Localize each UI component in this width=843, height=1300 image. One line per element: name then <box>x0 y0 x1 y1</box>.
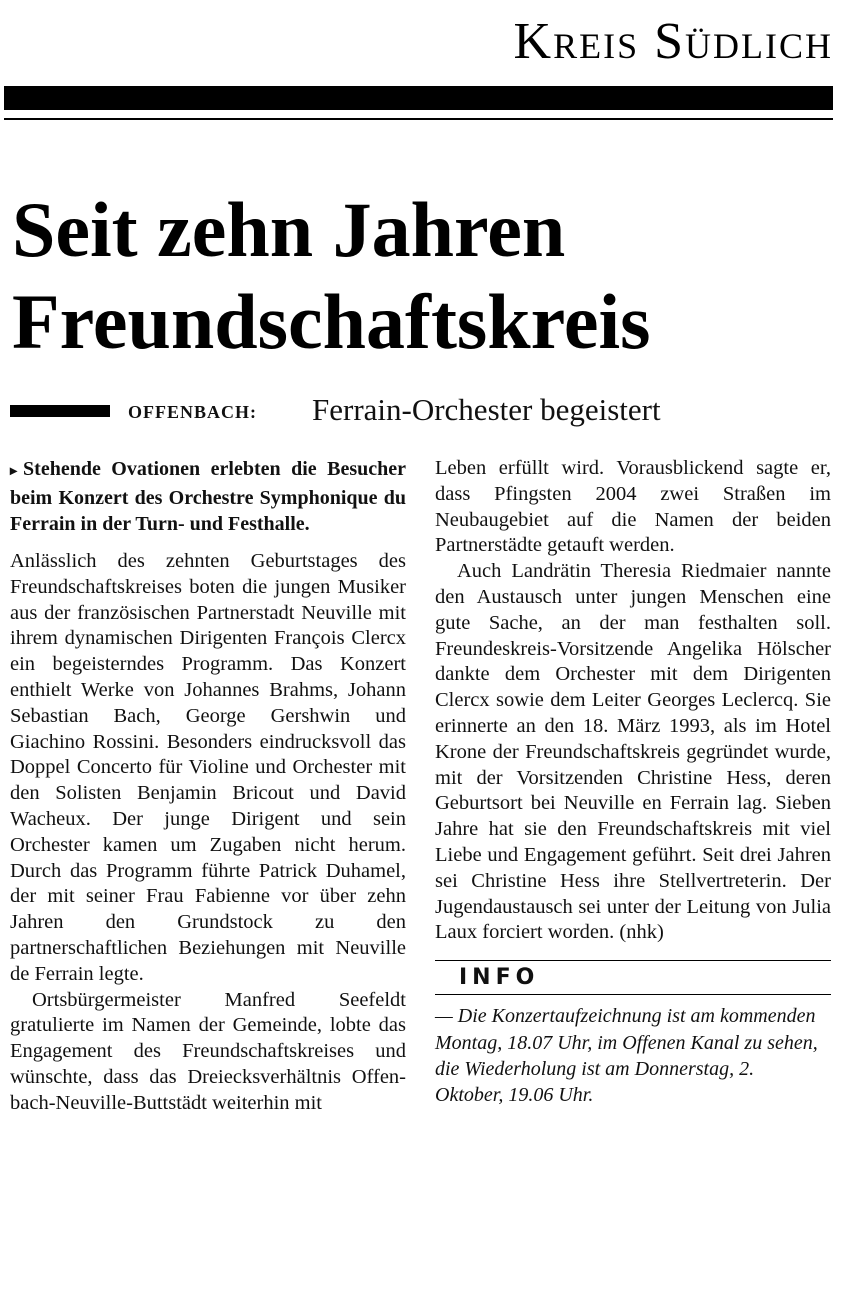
article-lead <box>10 456 406 537</box>
info-text: — Die Konzertaufzeichnung ist am kommenden Montag, 18.07 Uhr, im Offenen Kanal zu sehen, die Wiederholung ist am Donnerstag, 2. Oktober, 19.06 Uhr. <box>435 1005 818 1107</box>
body-paragraph: Leben erfüllt wird. Vorausblickend sagte er, dass Pfingsten 2004 zwei Straßen im Neubaugebiet auf die Namen der beiden Partnerstädte getauft werden. <box>435 457 831 557</box>
lead-text: Stehende Ovationen erlebten die Besucher beim Konzert des Orchestre Symphonique du Ferrain in der Turn- und Festhalle. <box>10 458 406 535</box>
info-title: INFO <box>459 965 540 991</box>
dateline-bar <box>10 405 110 417</box>
column-right <box>435 456 831 1109</box>
body-paragraph: Anlässlich des zehnten Geburtstages des Freundschaftskreises boten die jungen Musiker aus der französischen Partnerstadt Neuville mit ihrem dynamischen Dirigenten François Clercx ein begeisterndes Programm. Das Konzert enthielt Werke von Johannes Brahms, Johann Sebastian Bach, George Gershwin und Giachino Rossini. Besonders eindrucksvoll das Doppel Concerto für Violine und Orchester mit den Solisten Benjamin Bricout und David Wacheux. Der junge Dirigent und sein Orchester kamen um Zugaben nicht herum. Durch das Programm führte Patrick Duhamel, der mit seiner Frau Fabienne vor über zehn Jahren den Grundstock zu den partnerschaftlichen Beziehungen mit Neuville de Ferrain legte. <box>10 550 406 985</box>
dateline-row <box>10 392 830 432</box>
header-rule-thin <box>4 118 833 120</box>
dateline-city: OFFENBACH: <box>128 402 257 422</box>
header-rule-thick <box>4 86 833 110</box>
column-left <box>10 456 406 1117</box>
info-box <box>435 960 831 1109</box>
article-headline: Seit zehn Jahren Freundschaftskreis <box>12 186 651 365</box>
section-header: Kreis Südlich <box>513 13 833 70</box>
lead-marker-icon: ▸ <box>10 464 18 479</box>
article-subheadline: Ferrain-Orchester begeistert <box>312 392 661 427</box>
body-paragraph: Ortsbürgermeister Manfred Seefeldt gratulierte im Namen der Gemeinde, lobte das Engagement des Freundschaftskreises und wünschte, dass das Dreiecksverhältnis Offenbach-Neuville-Buttstädt weiterhin mit <box>10 988 406 1114</box>
body-paragraph: Auch Landrätin Theresia Riedmaier nannte den Austausch unter jungen Menschen eine gute Sache, an der man festhalten soll. Freundeskreis-Vorsitzende Angelika Hölscher dankte dem Orchester mit dem Dirigenten Clercx sowie dem Leiter Georges Leclercq. Sie erinnerte an den 18. März 1993, als im Hotel Krone der Freundschaftskreis gegründet wurde, mit der Vorsitzenden Christine Hess, deren Geburtsort bei Neuville en Ferrain lag. Sieben Jahre hat sie den Freundschaftskreis mit viel Liebe und Engagement geführt. Seit drei Jahren sei Christine Hess ihre Stellvertreterin. Der Jugendaustausch sei unter der Leitung von Julia Laux forciert worden. (nhk) <box>435 560 831 944</box>
